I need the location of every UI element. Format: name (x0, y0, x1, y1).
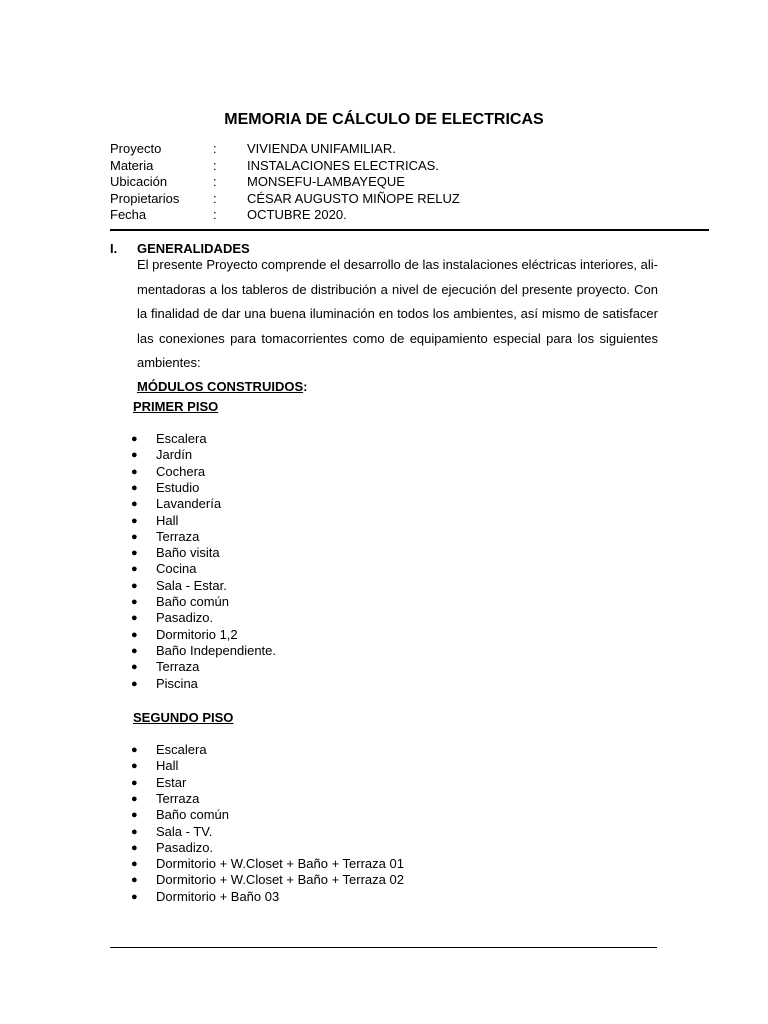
bullet-icon: ● (131, 644, 138, 657)
footer-divider (110, 947, 657, 948)
info-value: MONSEFU-LAMBAYEQUE (247, 174, 405, 189)
bullet-icon: ● (131, 890, 138, 903)
list-item-label: Dormitorio + W.Closet + Baño + Terraza 01 (156, 856, 404, 872)
bullet-icon: ● (131, 449, 138, 462)
list-item-label: Baño visita (156, 545, 220, 561)
paragraph-line: ambientes: (137, 355, 201, 370)
bullet-icon: ● (131, 661, 138, 674)
bullet-icon: ● (131, 760, 138, 773)
bullet-icon: ● (131, 792, 138, 805)
bullet-icon: ● (131, 547, 138, 560)
section-title: GENERALIDADES (137, 241, 250, 256)
info-value: CÉSAR AUGUSTO MIÑOPE RELUZ (247, 190, 460, 206)
header-divider (110, 229, 709, 231)
list-item-label: Terraza (156, 659, 200, 675)
info-colon: : (213, 190, 217, 206)
bullet-icon: ● (131, 874, 138, 887)
modulos-suffix: : (303, 379, 308, 394)
bullet-icon: ● (131, 825, 138, 838)
list-item-label: Terraza (156, 528, 200, 544)
list-item-label: Jardín (156, 447, 193, 463)
document-title: MEMORIA DE CÁLCULO DE ELECTRICAS (224, 111, 544, 128)
info-value: OCTUBRE 2020. (247, 207, 347, 222)
bullet-icon: ● (131, 677, 138, 690)
info-colon: : (213, 141, 217, 156)
list-item-label: Hall (156, 758, 179, 774)
info-label: Proyecto (110, 141, 162, 156)
bullet-icon: ● (131, 530, 138, 543)
section-number: I. (110, 241, 118, 256)
list-item-label: Dormitorio 1,2 (156, 626, 238, 642)
bullet-icon: ● (131, 841, 138, 854)
list-item-label: Dormitorio + Baño 03 (156, 888, 280, 904)
list-item-label: Baño Independiente. (156, 642, 276, 658)
info-colon: : (213, 174, 217, 189)
bullet-icon: ● (131, 579, 138, 592)
bullet-icon: ● (131, 628, 138, 641)
info-label: Materia (110, 157, 154, 173)
bullet-icon: ● (131, 809, 138, 822)
list-item-label: Sala - Estar. (156, 577, 227, 593)
bullet-icon: ● (131, 744, 138, 756)
paragraph-line: mentadoras a los tableros de distribución a nivel de ejecución del presente proyecto. Con (137, 281, 658, 297)
list-item-label: Piscina (156, 675, 198, 691)
info-label: Fecha (110, 207, 147, 222)
bullet-icon: ● (131, 514, 138, 527)
list-item-label: Dormitorio + W.Closet + Baño + Terraza 02 (156, 872, 404, 888)
info-colon: : (213, 157, 217, 173)
info-colon: : (213, 207, 217, 222)
bullet-icon: ● (131, 481, 138, 494)
list-item-label: Lavandería (156, 496, 222, 512)
bullet-icon: ● (131, 465, 138, 478)
list-item-label: Cochera (156, 463, 206, 479)
bullet-icon: ● (131, 498, 138, 511)
bullet-icon: ● (131, 433, 138, 445)
modulos-heading (137, 379, 307, 394)
paragraph-line: la finalidad de dar una buena iluminación en todos los ambientes, así mismo de satisfacer (137, 306, 658, 321)
paragraph-line: El presente Proyecto comprende el desarrollo de las instalaciones eléctricas interiores, ali- (137, 257, 658, 272)
bullet-icon: ● (131, 858, 138, 871)
list-item-label: Escalera (156, 431, 207, 446)
modulos-label: MÓDULOS CONSTRUIDOS (137, 379, 304, 394)
list-item-label: Pasadizo. (156, 839, 214, 855)
info-label: Ubicación (110, 174, 168, 189)
list-item-label: Baño común (156, 807, 229, 823)
list-item-label: Sala - TV. (156, 823, 213, 839)
info-label: Propietarios (110, 190, 180, 206)
list-item-label: Baño común (156, 594, 229, 609)
list-item-label: Estar (156, 774, 187, 790)
bullet-icon: ● (131, 776, 138, 789)
info-value: VIVIENDA UNIFAMILIAR. (247, 141, 396, 156)
list-item-label: Pasadizo. (156, 610, 214, 626)
info-value: INSTALACIONES ELECTRICAS. (247, 157, 439, 173)
primer-piso-title: PRIMER PISO (133, 399, 219, 414)
list-item-label: Escalera (156, 742, 207, 757)
paragraph-line: las conexiones para tomacorrientes como de equipamiento especial para los siguientes (137, 330, 658, 346)
bullet-icon: ● (131, 612, 138, 625)
bullet-icon: ● (131, 596, 138, 608)
list-item-label: Estudio (156, 479, 200, 495)
bullet-icon: ● (131, 563, 138, 576)
list-item-label: Terraza (156, 790, 200, 806)
list-item-label: Cocina (156, 561, 197, 577)
list-item-label: Hall (156, 512, 179, 528)
segundo-piso-title: SEGUNDO PISO (133, 710, 234, 725)
